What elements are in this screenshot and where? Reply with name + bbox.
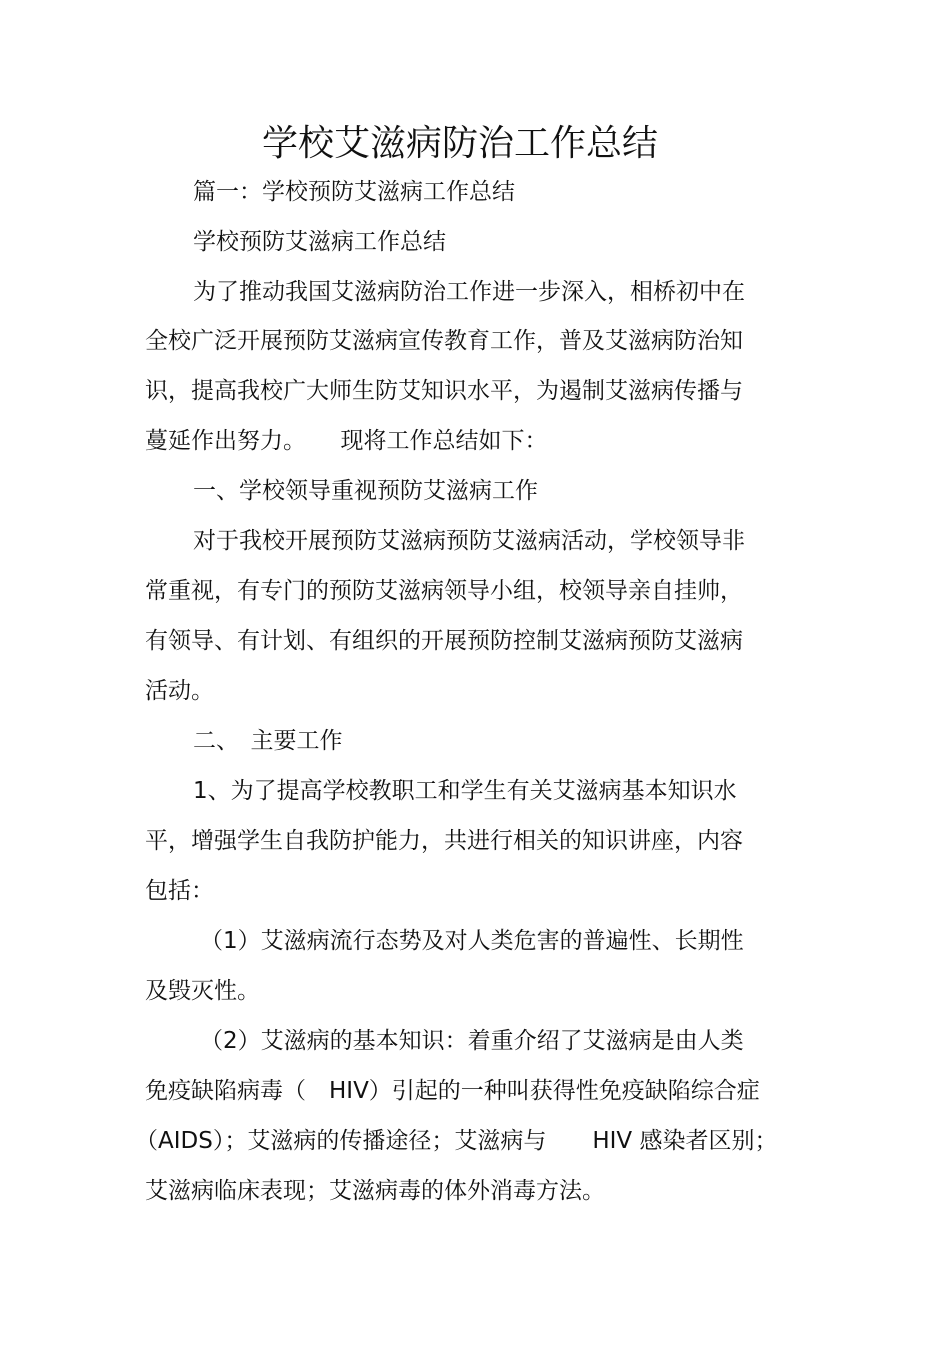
paragraph-line: 蔓延作出努力。 现将工作总结如下： bbox=[145, 428, 548, 454]
paragraph-line: 全校广泛开展预防艾滋病宣传教育工作，普及艾滋病防治知 bbox=[145, 328, 743, 354]
paragraph-line: 平，增强学生自我防护能力，共进行相关的知识讲座，内容 bbox=[145, 828, 743, 854]
paragraph-line: 及毁灭性。 bbox=[145, 978, 260, 1004]
paragraph-line: 活动。 bbox=[145, 678, 214, 704]
paragraph-line: 识，提高我校广大师生防艾知识水平，为遏制艾滋病传播与 bbox=[145, 378, 743, 404]
paragraph-line: 免疫缺陷病毒（ HIV）引起的一种叫获得性免疫缺陷综合症 bbox=[145, 1078, 760, 1104]
section-heading: 一、学校领导重视预防艾滋病工作 bbox=[193, 478, 538, 504]
paragraph-line: 常重视，有专门的预防艾滋病领导小组，校领导亲自挂帅， bbox=[145, 578, 743, 604]
paragraph-line: （2）艾滋病的基本知识：着重介绍了艾滋病是由人类 bbox=[200, 1028, 744, 1054]
paragraph-line: 有领导、有计划、有组织的开展预防控制艾滋病预防艾滋病 bbox=[145, 628, 743, 654]
paragraph-line: （1）艾滋病流行态势及对人类危害的普遍性、长期性 bbox=[200, 928, 744, 954]
paragraph-line: 艾滋病临床表现；艾滋病毒的体外消毒方法。 bbox=[145, 1178, 605, 1204]
section-heading: 二、 主要工作 bbox=[193, 728, 343, 754]
paragraph-line: 包括： bbox=[145, 878, 214, 904]
paragraph-line: （AIDS）；艾滋病的传播途径；艾滋病与 HIV 感染者区别； bbox=[135, 1128, 778, 1154]
paragraph-line: 1、为了提高学校教职工和学生有关艾滋病基本知识水 bbox=[193, 778, 737, 804]
document-subtitle: 篇一：学校预防艾滋病工作总结 bbox=[193, 179, 515, 205]
document-heading: 学校预防艾滋病工作总结 bbox=[193, 229, 446, 255]
paragraph-line: 为了推动我国艾滋病防治工作进一步深入，相桥初中在 bbox=[193, 279, 745, 305]
paragraph-line: 对于我校开展预防艾滋病预防艾滋病活动，学校领导非 bbox=[193, 528, 745, 554]
document-title: 学校艾滋病防治工作总结 bbox=[261, 123, 658, 164]
